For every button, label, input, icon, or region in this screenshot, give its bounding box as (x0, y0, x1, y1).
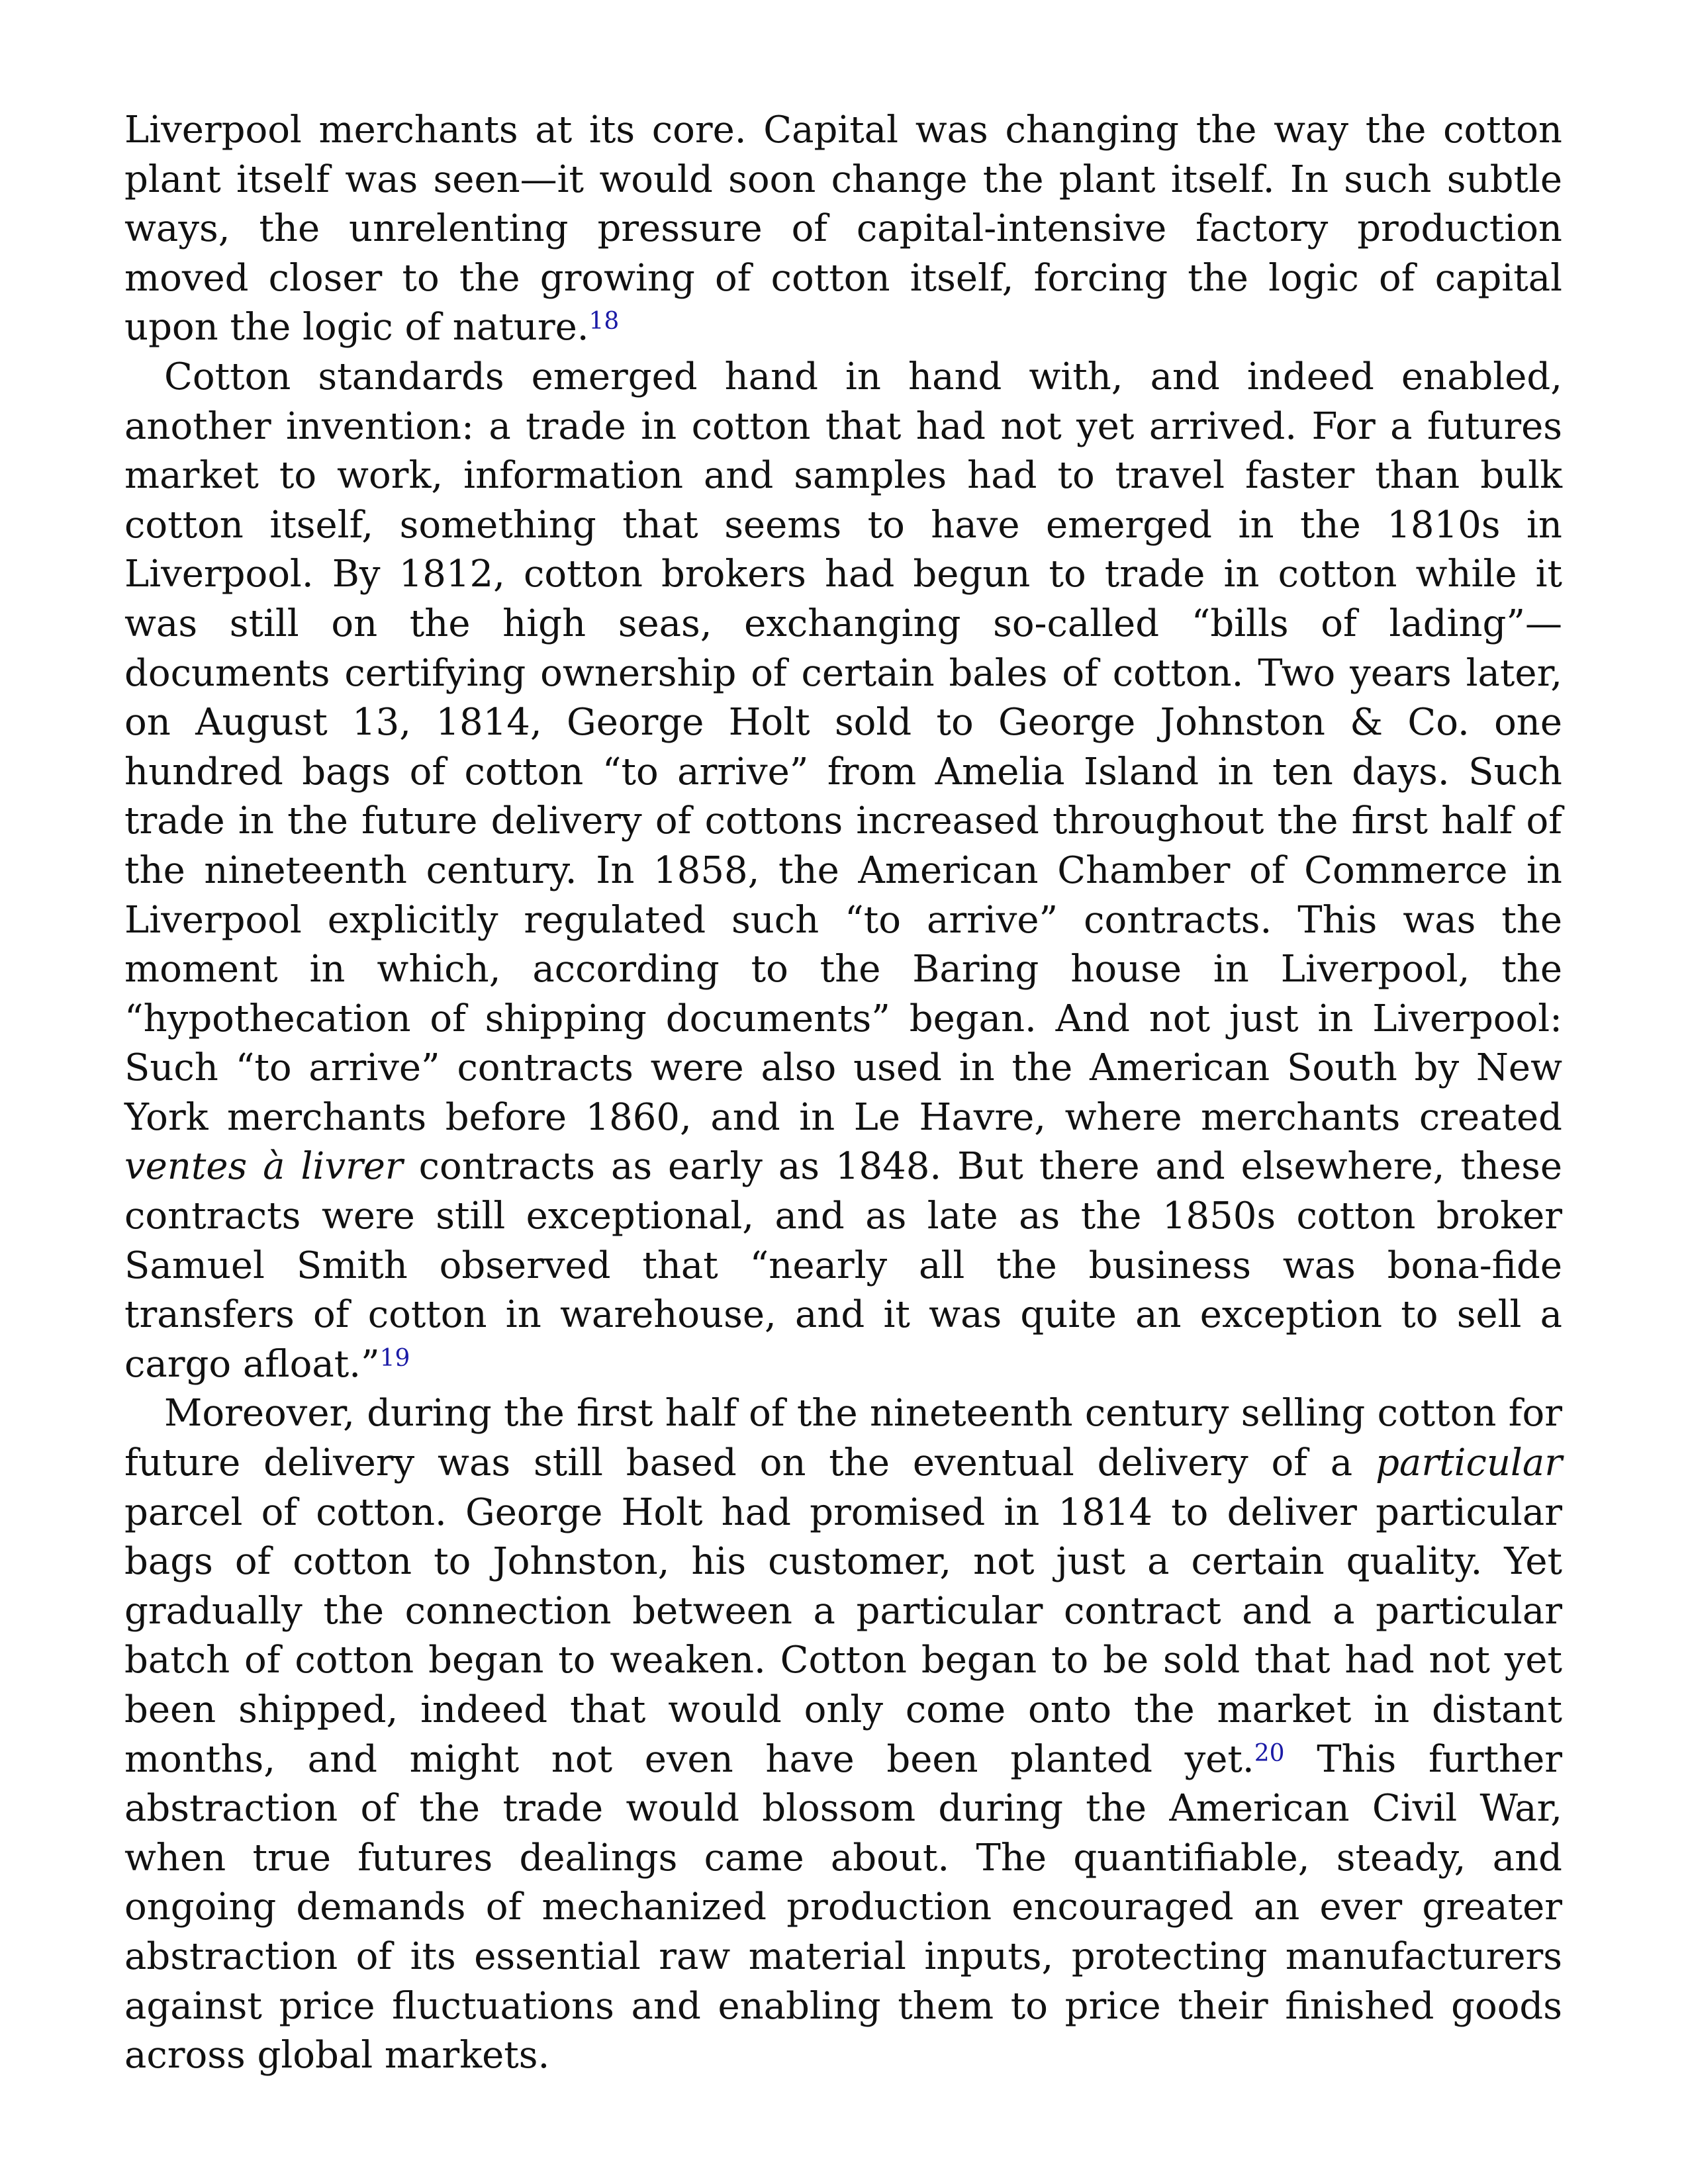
footnote-link-19[interactable]: 19 (379, 1344, 410, 1372)
italic-word-particular: particular (1376, 1441, 1562, 1485)
paragraph-text: This further abstraction of the trade would blossom during the American Civil War, when true futures dealings came about. The quantifiable, steady, and ongoing demands of mechanized production encouraged an ever greater abstraction of its essential raw material inputs, protecting manufacturers against price fluctuations and enabling them to price their finished goods across global markets. (124, 1737, 1562, 2077)
paragraph-text: Liverpool merchants at its core. Capital was changing the way the cotton plant itself was seen—it would soon change the plant itself. In such subtle ways, the unrelenting pressure of capital-intensive factory production moved closer to the growing of cotton itself, forcing the logic of capital upon the logic of nature. (124, 109, 1562, 349)
paragraph-3 (124, 1389, 1562, 2080)
book-page-body (124, 106, 1562, 2081)
footnote-link-20[interactable]: 20 (1254, 1739, 1285, 1767)
paragraph-2 (124, 353, 1562, 1389)
italic-phrase-ventes-a-livrer: ventes à livrer (124, 1145, 403, 1189)
paragraph-text: Cotton standards emerged hand in hand with, and indeed enabled, another invention: a trade in cotton that had not yet arrived. For a futures market to work, information and samples had to travel faster than bulk cotton itself, something that seems to have emerged in the 1810s in Liverpool. By 1812, cotton brokers had begun to trade in cotton while it was still on the high seas, exchanging so-called “bills of lading”—documents certifying ownership of certain bales of cotton. Two years later, on August 13, 1814, George Holt sold to George Johnston & Co. one hundred bags of cotton “to arrive” from Amelia Island in ten days. Such trade in the future delivery of cottons increased throughout the first half of the nineteenth century. In 1858, the American Chamber of Commerce in Liverpool explicitly regulated such “to arrive” contracts. This was the moment in which, according to the Baring house in Liverpool, the “hypothecation of shipping documents” began. And not just in Liverpool: Such “to arrive” contracts were also used in the American South by New York merchants before 1860, and in Le Havre, where merchants created (124, 355, 1562, 1139)
paragraph-text: Moreover, during the first half of the nineteenth century selling cotton for future delivery was still based on the eventual delivery of a (124, 1392, 1562, 1485)
paragraph-text: contracts as early as 1848. But there and elsewhere, these contracts were still exceptional, and as late as the 1850s cotton broker Samuel Smith observed that “nearly all the business was bona-fide transfers of cotton in warehouse, and it was quite an exception to sell a cargo afloat.” (124, 1145, 1562, 1386)
paragraph-text: parcel of cotton. George Holt had promised in 1814 to deliver particular bags of cotton to Johnston, his customer, not just a certain quality. Yet gradually the connection between a particular contract and a particular batch of cotton began to weaken. Cotton began to be sold that had not yet been shipped, indeed that would only come onto the market in distant months, and might not even have been planted yet. (124, 1490, 1562, 1781)
paragraph-1 (124, 106, 1562, 353)
footnote-link-18[interactable]: 18 (588, 308, 620, 336)
